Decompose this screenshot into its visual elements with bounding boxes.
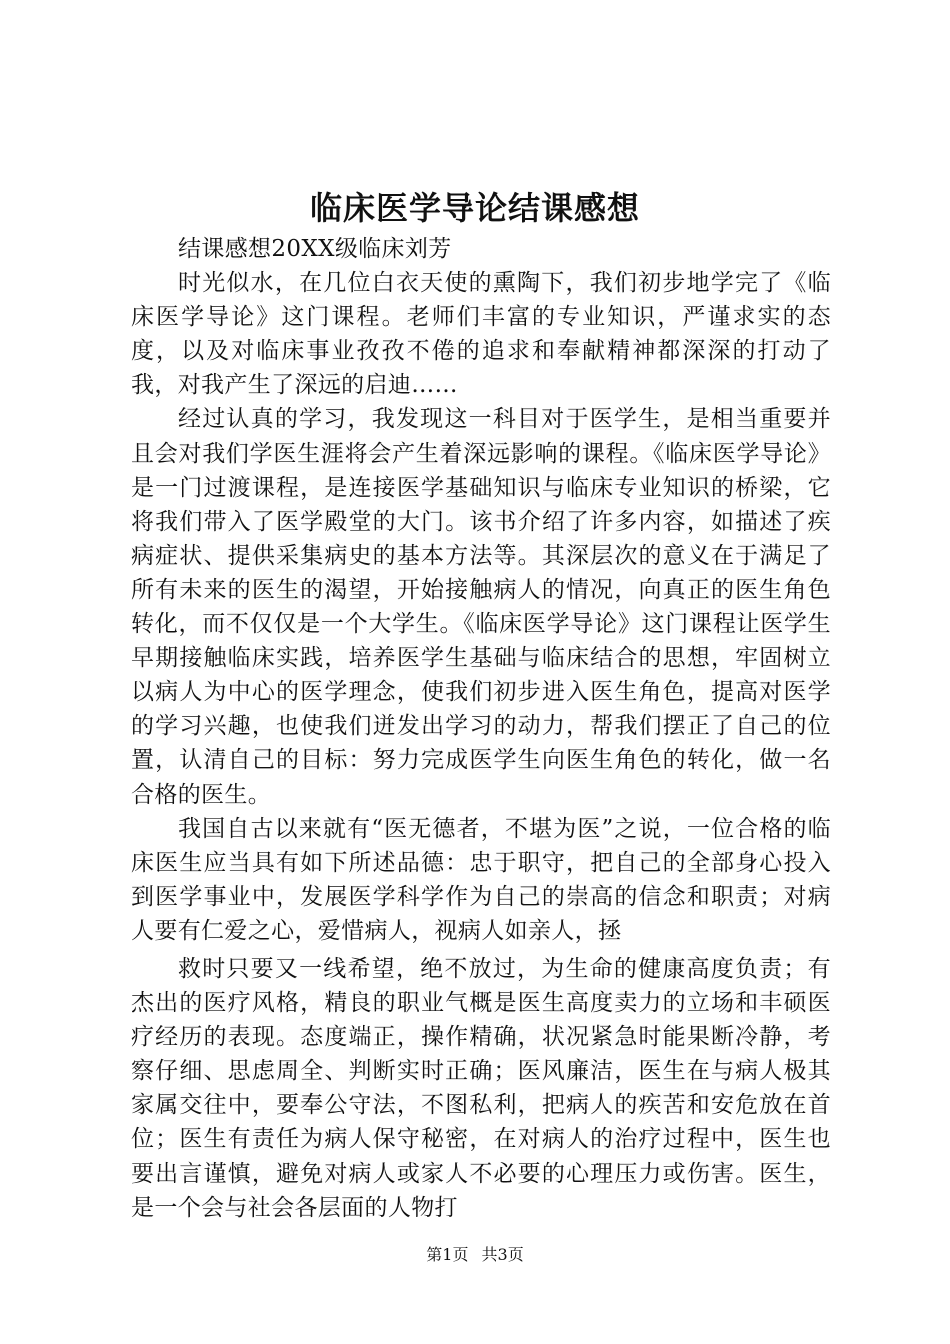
page-total: 共3页 (481, 1245, 524, 1264)
page-footer (0, 1243, 950, 1267)
document-title: 临床医学导论结课感想 (309, 189, 640, 227)
paragraph-intro: 时光似水，在几位白衣天使的熏陶下，我们初步地学完了《临床医学导论》这门课程。老师们丰富的专业知识，严谨求实的态度，以及对临床事业孜孜不倦的追求和奉献精神都深深的打动了我，对我产生了深远的启迪…… (131, 270, 831, 399)
paragraph-course-significance: 经过认真的学习，我发现这一科目对于医学生，是相当重要并且会对我们学医生涯将会产生着深远影响的课程。《临床医学导论》是一门过渡课程，是连接医学基础知识与临床专业知识的桥梁，它将我们带入了医学殿堂的大门。该书介绍了许多内容，如描述了疾病症状、提供采集病史的基本方法等。其深层次的意义在于满足了所有未来的医生的渴望，开始接触病人的情况，向真正的医生角色转化，而不仅仅是一个大学生。《临床医学导论》这门课程让医学生早期接触临床实践，培养医学生基础与临床结合的思想，牢固树立以病人为中心的医学理念，使我们初步进入医生角色，提高对医学的学习兴趣，也使我们迸发出学习的动力，帮我们摆正了自己的位置，认清自己的目标：努力完成医学生向医生角色的转化，做一名合格的医生。 (131, 406, 831, 808)
author-line: 结课感想20XX级临床刘芳 (178, 236, 452, 262)
page-number: 第1页 (426, 1245, 469, 1264)
paragraph-doctor-qualities: 救时只要又一线希望，绝不放过，为生命的健康高度负责；有杰出的医疗风格，精良的职业气概是医生高度卖力的立场和丰硕医疗经历的表现。态度端正，操作精确，状况紧急时能果断冷静，考察仔细、思虑周全、判断实时正确；医风廉洁，医生在与病人极其家属交往中，要奉公守法，不图私利，把病人的疾苦和安危放在首位；医生有责任为病人保守秘密，在对病人的治疗过程中，医生也要出言谨慎，避免对病人或家人不必要的心理压力或伤害。医生，是一个会与社会各层面的人物打 (131, 955, 831, 1221)
document-body (131, 232, 831, 1225)
paragraph-medical-ethics: 我国自古以来就有“医无德者，不堪为医”之说，一位合格的临床医生应当具有如下所述品德：忠于职守，把自己的全部身心投入到医学事业中，发展医学科学作为自己的崇高的信念和职责；对病人要有仁爱之心，爱惜病人，视病人如亲人，拯 (131, 815, 831, 944)
